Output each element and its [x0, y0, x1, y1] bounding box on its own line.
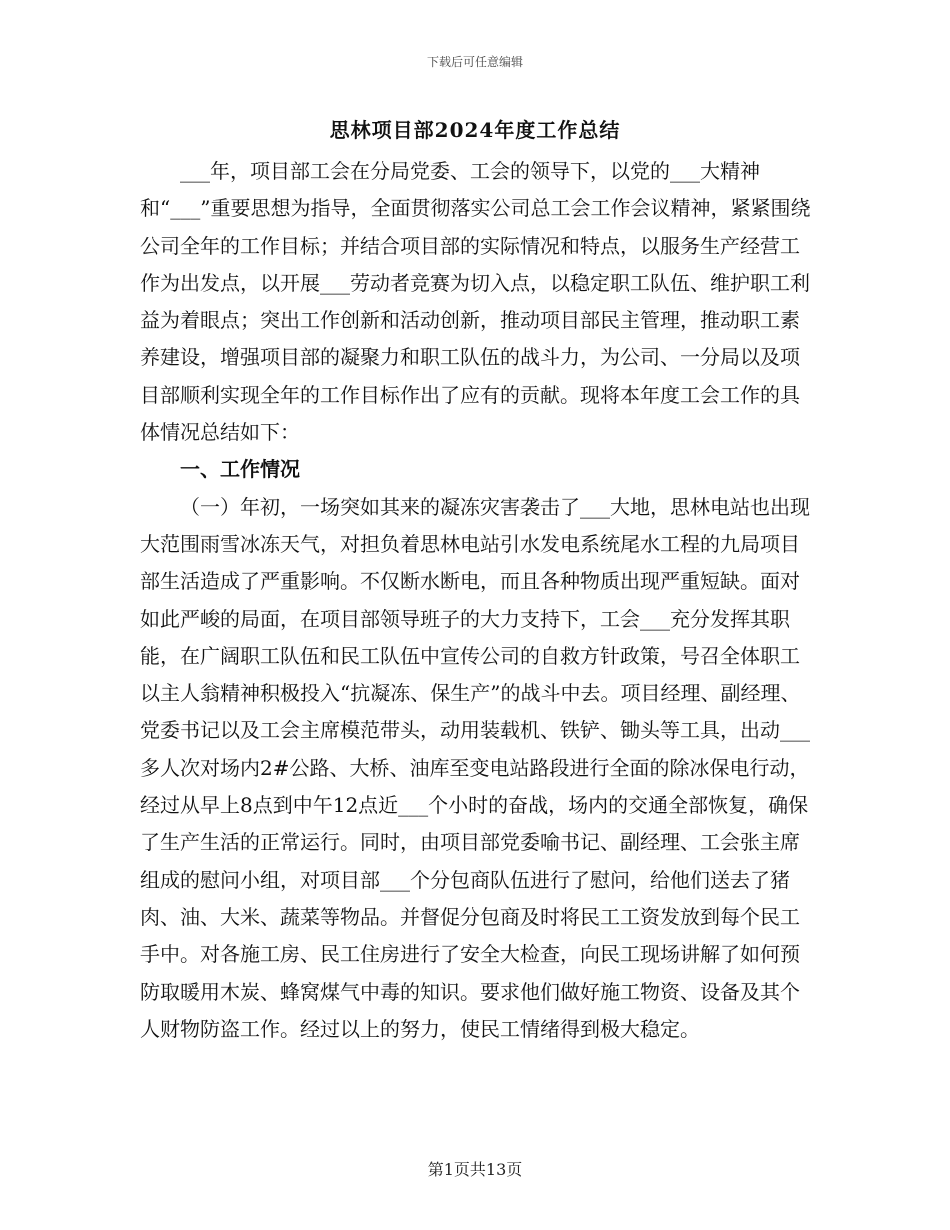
header-note: 下载后可任意编辑: [426, 55, 523, 69]
document-body: [140, 153, 812, 1048]
page-footer: 第1页共13页: [427, 1160, 523, 1179]
intro-paragraph: ___年，项目部工会在分局党委、工会的领导下，以党的___大精神和“___”重要思想为指导，全面贯彻落实公司总工会工作会议精神，紧紧围绕公司全年的工作目标；并结合项目部的实际情况和特点，以服务生产经营工作为出发点，以开展___劳动者竞赛为切入点，以稳定职工队伍、维护职工利益为着眼点；突出工作创新和活动创新，推动项目部民主管理，推动职工素养建设，增强项目部的凝聚力和职工队伍的战斗力，为公司、一分局以及项目部顺利实现全年的工作目标作出了应有的贡献。现将本年度工会工作的具体情况总结如下：: [140, 159, 811, 445]
section-heading: 一、工作情况: [180, 457, 300, 482]
document-title: 思林项目部2024年度工作总结: [329, 118, 621, 142]
section-paragraph: （一）年初，一场突如其来的凝冻灾害袭击了___大地，思林电站也出现大范围雨雪冰冻天气，对担负着思林电站引水发电系统尾水工程的九局项目部生活造成了严重影响。不仅断水断电，而且各种物质出现严重短缺。面对如此严峻的局面，在项目部领导班子的大力支持下，工会___充分发挥其职能，在广阔职工队伍和民工队伍中宣传公司的自救方针政策，号召全体职工以主人翁精神积极投入“抗凝冻、保生产”的战斗中去。项目经理、副经理、党委书记以及工会主席模范带头，动用装载机、铁铲、锄头等工具，出动___多人次对场内2#公路、大桥、油库至变电站路段进行全面的除冰保电行动，经过从早上8点到中午12点近___个小时的奋战，场内的交通全部恢复，确保了生产生活的正常运行。同时，由项目部党委喻书记、副经理、工会张主席组成的慰问小组，对项目部___个分包商队伍进行了慰问，给他们送去了猪肉、油、大米、蔬菜等物品。并督促分包商及时将民工工资发放到每个民工手中。对各施工房、民工住房进行了安全大检查，向民工现场讲解了如何预防取暖用木炭、蜂窝煤气中毒的知识。要求他们做好施工物资、设备及其个人财物防盗工作。经过以上的努力，使民工情绪得到极大稳定。: [140, 494, 810, 1041]
